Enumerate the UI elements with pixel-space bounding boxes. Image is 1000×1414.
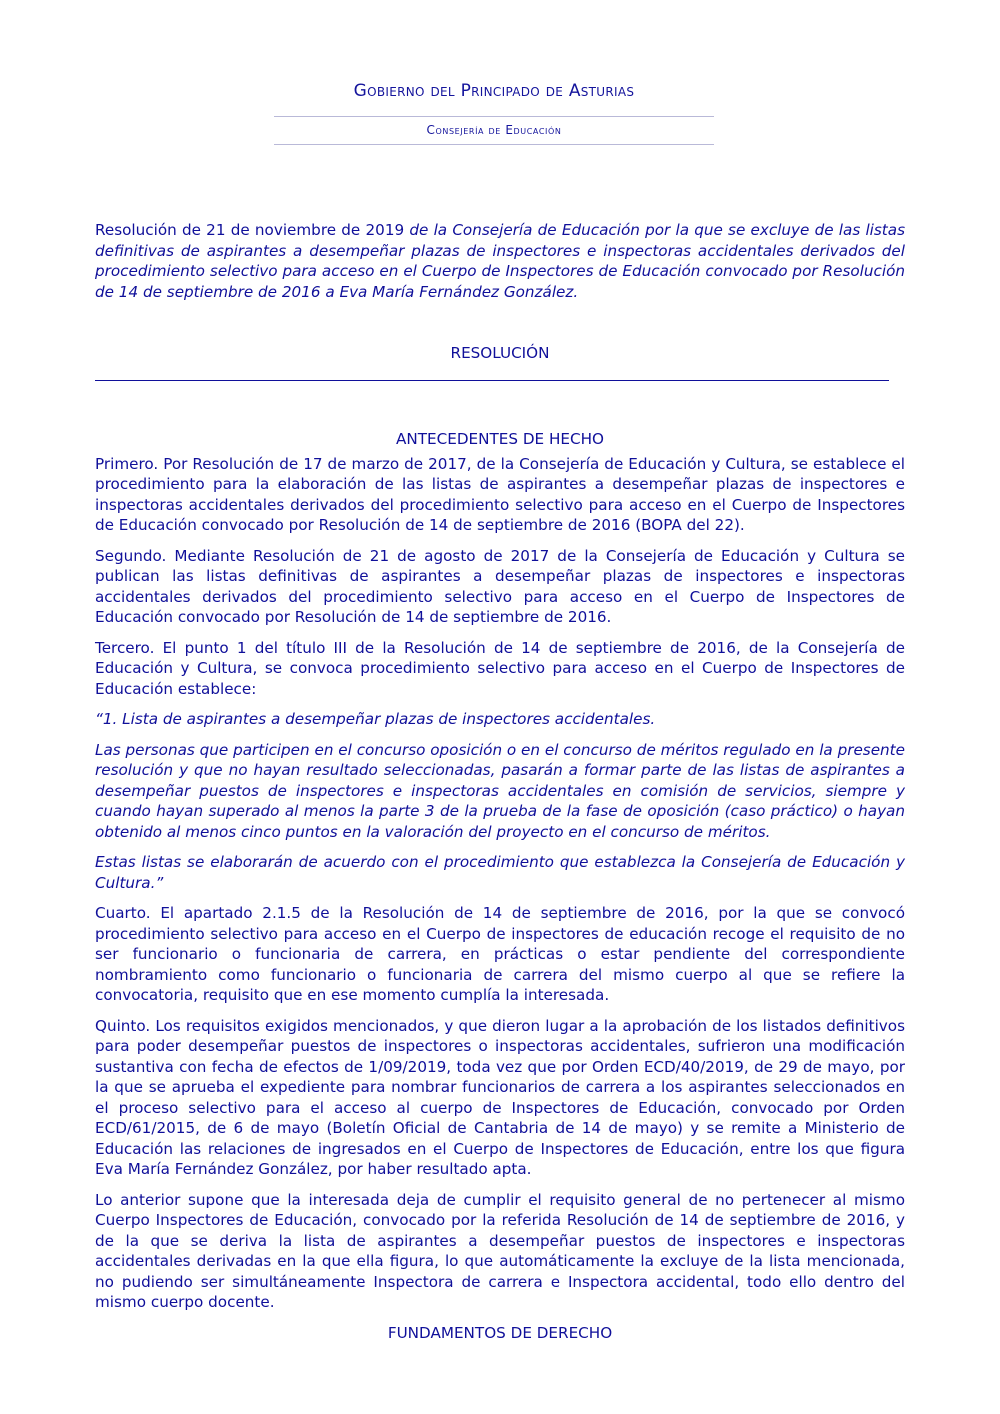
section-antecedentes: ANTECEDENTES DE HECHO [396, 430, 604, 448]
paragraph-quinto: Quinto. Los requisitos exigidos mencionados, y que dieron lugar a la aprobación de los listados definitivos para poder desempeñar puestos de inspectores o inspectoras accidentales, sufrieron una modificación sustantiva con fecha de efectos de 1/09/2019, toda vez que por Orden ECD/40/2019, de 29 de mayo, por la que se aprueba el expediente para nombrar funcionarios de carrera a los aspirantes seleccionados en el proceso selectivo para el acceso al cuerpo de Inspectores de Educación, convocado por Orden ECD/61/2015, de 6 de mayo (Boletín Oficial de Cantabria de 14 de mayo) y se remite a Ministerio de Educación las relaciones de ingresados en el Cuerpo de Inspectores de Educación, entre los que figura Eva María Fernández González, por haber resultado apta. [95, 1016, 905, 1178]
paragraph-tercero: Tercero. El punto 1 del título III de la Resolución de 14 de septiembre de 2016, de la Consejería de Educación y Cultura, se convoca procedimiento selectivo para acceso en el Cuerpo de Inspectores de Educación establece: [95, 638, 905, 698]
government-name: Gobierno del Principado de Asturias [353, 81, 635, 101]
paragraph-primero: Primero. Por Resolución de 17 de marzo de 2017, de la Consejería de Educación y Cultura, se establece el procedimiento para la elaboración de las listas de aspirantes a desempeñar plazas de inspectores e inspectoras accidentales derivados del procedimiento selectivo para acceso en el Cuerpo de Inspectores de Educación convocado por Resolución de 14 de septiembre de 2016 (BOPA del 22). [95, 454, 905, 534]
title-lead: Resolución de 21 de noviembre de 2019 [95, 221, 405, 239]
paragraph-segundo: Segundo. Mediante Resolución de 21 de agosto de 2017 de la Consejería de Educación y Cultura se publican las listas definitivas de aspirantes a desempeñar plazas de inspectores e inspectoras accidentales derivados del procedimiento selectivo para acceso en el Cuerpo de Inspectores de Educación convocado por Resolución de 14 de septiembre de 2016. [95, 546, 905, 626]
resolution-title [95, 220, 905, 302]
paragraph-cuarto: Cuarto. El apartado 2.1.5 de la Resolución de 14 de septiembre de 2016, por la que se convocó procedimiento selectivo para acceso en el Cuerpo de inspectores de educación recoge el requisito de no ser funcionario o funcionaria de carrera, en prácticas o estar pendiente del correspondiente nombramiento como funcionario o funcionaria de carrera del mismo cuerpo al que se refiere la convocatoria, requisito que en ese momento cumplía la interesada. [95, 904, 905, 1004]
quote-paragraph-3: Estas listas se elaborarán de acuerdo con el procedimiento que establezca la Consejería de Educación y Cultura.” [95, 853, 905, 892]
header-rule-bottom [274, 144, 714, 145]
title-subject: de la Consejería de Educación por la que se excluye de las listas definitivas de aspirantes a desempeñar plazas de inspectores e inspectoras accidentales derivados del procedimiento selectivo para acceso en el Cuerpo de Inspectores de Educación convocado por Resolución de 14 de septiembre de 2016 a Eva María Fernández González. [95, 221, 905, 301]
heading-divider [95, 380, 889, 381]
resolution-heading: RESOLUCIÓN [450, 344, 550, 362]
letterhead [274, 80, 714, 145]
quote-paragraph-2: Las personas que participen en el concurso oposición o en el concurso de méritos regulado en la presente resolución y que no hayan resultado seleccionadas, pasarán a formar parte de las listas de aspirantes a desempeñar puestos de inspectores e inspectoras accidentales en comisión de servicios, siempre y cuando hayan superado al menos la parte 3 de la prueba de la fase de oposición (caso práctico) o hayan obtenido al menos cinco puntos en la valoración del proyecto en el concurso de méritos. [95, 740, 905, 841]
paragraph-anterior: Lo anterior supone que la interesada deja de cumplir el requisito general de no pertenecer al mismo Cuerpo Inspectores de Educación, convocado por la referida Resolución de 14 de septiembre de 2016, y de la que se deriva la lista de aspirantes a desempeñar puestos de inspectores e inspectoras accidentales derivadas en la que ella figura, lo que automáticamente la excluye de la lista mencionada, no pudiendo ser simultáneamente Inspectora de carrera e Inspectora accidental, todo ello dentro del mismo cuerpo docente. [95, 1190, 905, 1311]
document-body [95, 220, 905, 1343]
department-name: Consejería de Educación [426, 123, 562, 137]
section-fundamentos: FUNDAMENTOS DE DERECHO [387, 1323, 613, 1342]
quote-item-1: “1. Lista de aspirantes a desempeñar plazas de inspectores accidentales. [95, 710, 656, 728]
